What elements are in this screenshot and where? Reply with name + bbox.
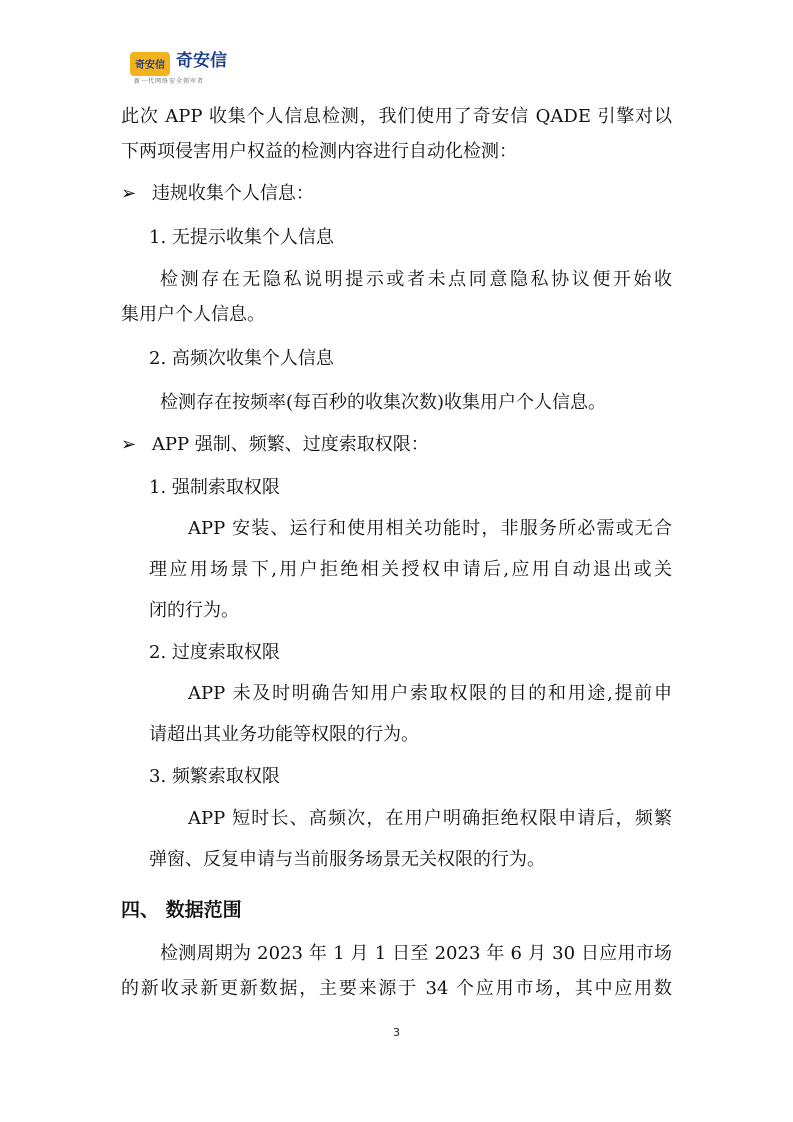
item-3-title: 1. 强制索取权限	[149, 477, 280, 498]
logo-mark-icon	[130, 52, 170, 76]
qianxin-logo	[130, 50, 250, 86]
logo-mark-text: 奇安信	[135, 60, 165, 71]
item-1-desc-line-2: 集用户个人信息。	[121, 304, 265, 325]
item-5-desc-line-2: 弹窗、反复申请与当前服务场景无关权限的行为。	[149, 849, 545, 870]
intro-line-2: 下两项侵害用户权益的检测内容进行自动化检测：	[121, 141, 517, 162]
item-3-desc-line-2: 理应用场景下,用户拒绝相关授权申请后,应用自动退出或关	[149, 559, 672, 580]
logo-tagline: 新一代网络安全领军者	[134, 78, 205, 85]
item-3-desc-line-3: 闭的行为。	[149, 600, 239, 621]
section-4-heading: 四、 数据范围	[121, 899, 242, 921]
section-1-title: 违规收集个人信息：	[151, 183, 314, 204]
bullet-arrow-icon: ➢	[121, 183, 137, 204]
item-3-desc-line-1: APP 安装、运行和使用相关功能时，非服务所必需或无合	[188, 518, 672, 539]
item-2-title: 2. 高频次收集个人信息	[149, 348, 334, 369]
bullet-arrow-icon: ➢	[121, 434, 137, 455]
section-1-header	[121, 181, 314, 207]
data-line-2: 的新收录新更新数据，主要来源于 34 个应用市场，其中应用数	[121, 978, 672, 999]
item-5-title: 3. 频繁索取权限	[149, 766, 280, 787]
item-4-desc-line-1: APP 未及时明确告知用户索取权限的目的和用途,提前申	[188, 683, 672, 704]
intro-line-1: 此次 APP 收集个人信息检测，我们使用了奇安信 QADE 引擎对以	[121, 106, 672, 127]
item-1-desc-line-1: 检测存在无隐私说明提示或者未点同意隐私协议便开始收	[160, 269, 672, 290]
logo-name: 奇安信	[176, 51, 227, 71]
data-line-1: 检测周期为 2023 年 1 月 1 日至 2023 年 6 月 30 日应用市场	[160, 943, 672, 964]
item-2-desc: 检测存在按频率(每百秒的收集次数)收集用户个人信息。	[160, 392, 607, 413]
item-4-desc-line-2: 请超出其业务功能等权限的行为。	[149, 724, 419, 745]
section-2-title: APP 强制、频繁、过度索取权限：	[151, 434, 429, 455]
page-number: 3	[393, 1026, 400, 1039]
item-1-title: 1. 无提示收集个人信息	[149, 227, 334, 248]
item-5-desc-line-1: APP 短时长、高频次，在用户明确拒绝权限申请后，频繁	[188, 808, 672, 829]
section-2-header	[121, 432, 429, 458]
item-4-title: 2. 过度索取权限	[149, 642, 280, 663]
